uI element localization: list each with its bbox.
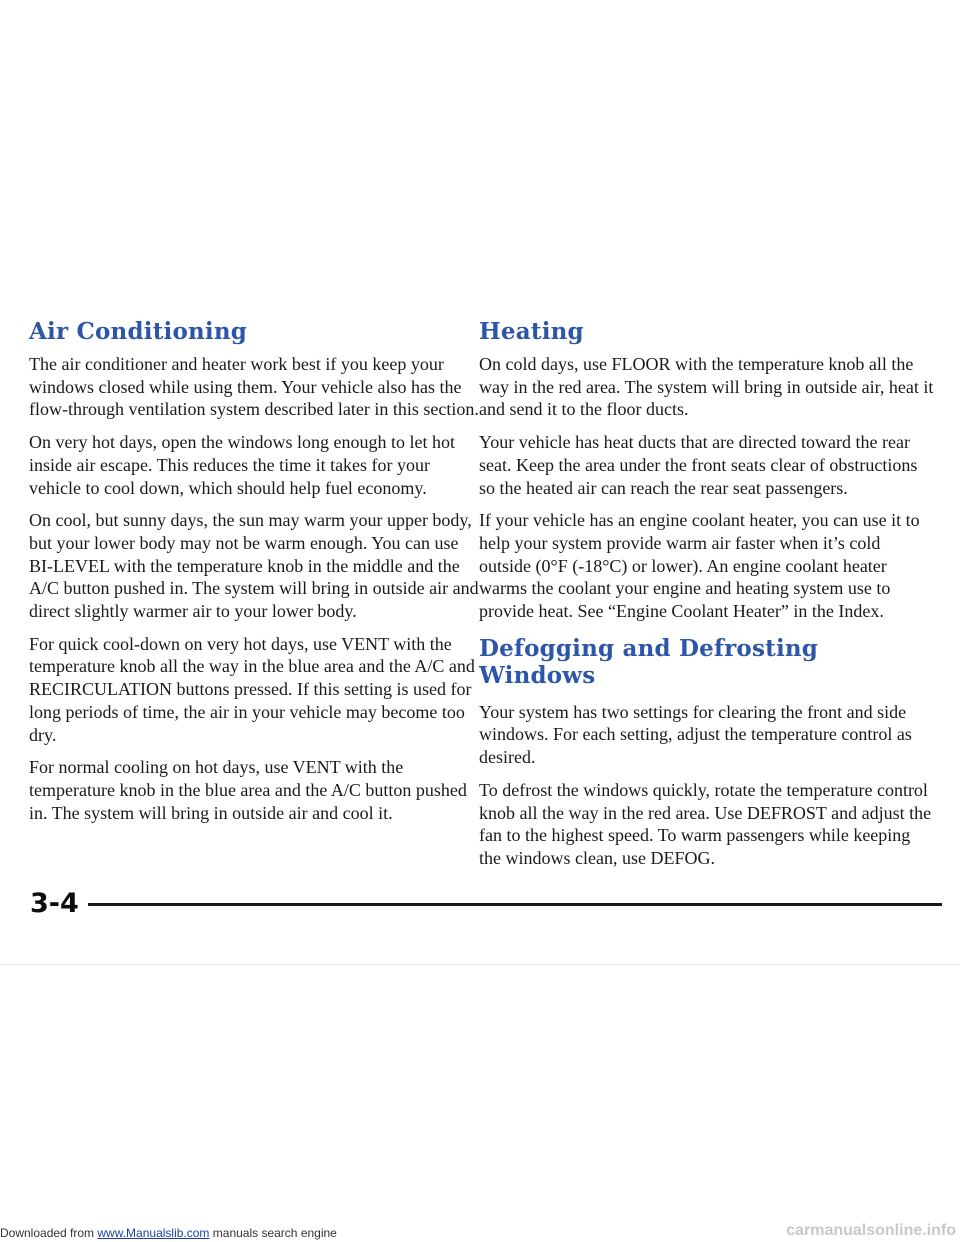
heading-air-conditioning: Air Conditioning xyxy=(29,318,248,345)
page-number: 3-4 xyxy=(30,888,79,919)
paragraph: On cold days, use FLOOR with the temperature knob all the way in the red area. The system will bring in outside air, heat it and send it to the floor ducts. xyxy=(479,354,934,420)
paragraph: On cool, but sunny days, the sun may warm your upper body, but your lower body may not be warm enough. You can use BI-LEVEL with the temperature knob in the middle and the A/C button pushed in. The system will bring in outside air and direct slightly warmer air to your lower body. xyxy=(29,510,479,622)
scan-divider xyxy=(0,964,960,965)
download-notice xyxy=(0,1226,337,1240)
download-suffix: manuals search engine xyxy=(209,1226,337,1240)
heading-defogging: Defogging and Defrosting Windows xyxy=(479,634,819,689)
paragraph: If your vehicle has an engine coolant heater, you can use it to help your system provide warm air faster when it’s cold outside (0°F (-18°C) or lower). An engine coolant heater warms the coolant your engine and heating system use to provide heat. See “Engine Coolant Heater” in the Index. xyxy=(479,510,920,622)
heading-heating: Heating xyxy=(479,318,584,345)
footer-rule xyxy=(88,903,942,906)
paragraph: To defrost the windows quickly, rotate the temperature control knob all the way in the red area. Use DEFROST and adjust the fan to the highest speed. To warm passengers while keeping the windows clean, use DEFOG. xyxy=(479,779,932,868)
download-prefix: Downloaded from xyxy=(0,1226,98,1240)
left-column xyxy=(29,318,485,834)
manualslib-link[interactable]: www.Manualslib.com xyxy=(97,1226,210,1240)
paragraph: For quick cool-down on very hot days, use VENT with the temperature knob all the way in the blue area and the A/C and RECIRCULATION buttons pressed. If this setting is used for long periods of time, the air in your vehicle may become too dry. xyxy=(29,633,475,745)
right-column xyxy=(479,318,935,880)
watermark: carmanualsonline.info xyxy=(786,1222,956,1239)
paragraph: Your system has two settings for clearing the front and side windows. For each setting, adjust the temperature control as desired. xyxy=(479,701,912,768)
paragraph: On very hot days, open the windows long enough to let hot inside air escape. This reduces the time it takes for your vehicle to cool down, which should help fuel economy. xyxy=(29,432,455,498)
paragraph: The air conditioner and heater work best if you keep your windows closed while using them. Your vehicle also has the flow-through ventilation system described later in this section. xyxy=(29,354,479,420)
paragraph: For normal cooling on hot days, use VENT with the temperature knob in the blue area and the A/C button pushed in. The system will bring in outside air and cool it. xyxy=(29,757,467,823)
paragraph: Your vehicle has heat ducts that are directed toward the rear seat. Keep the area under the front seats clear of obstructions so the heated air can reach the rear seat passengers. xyxy=(479,432,918,498)
